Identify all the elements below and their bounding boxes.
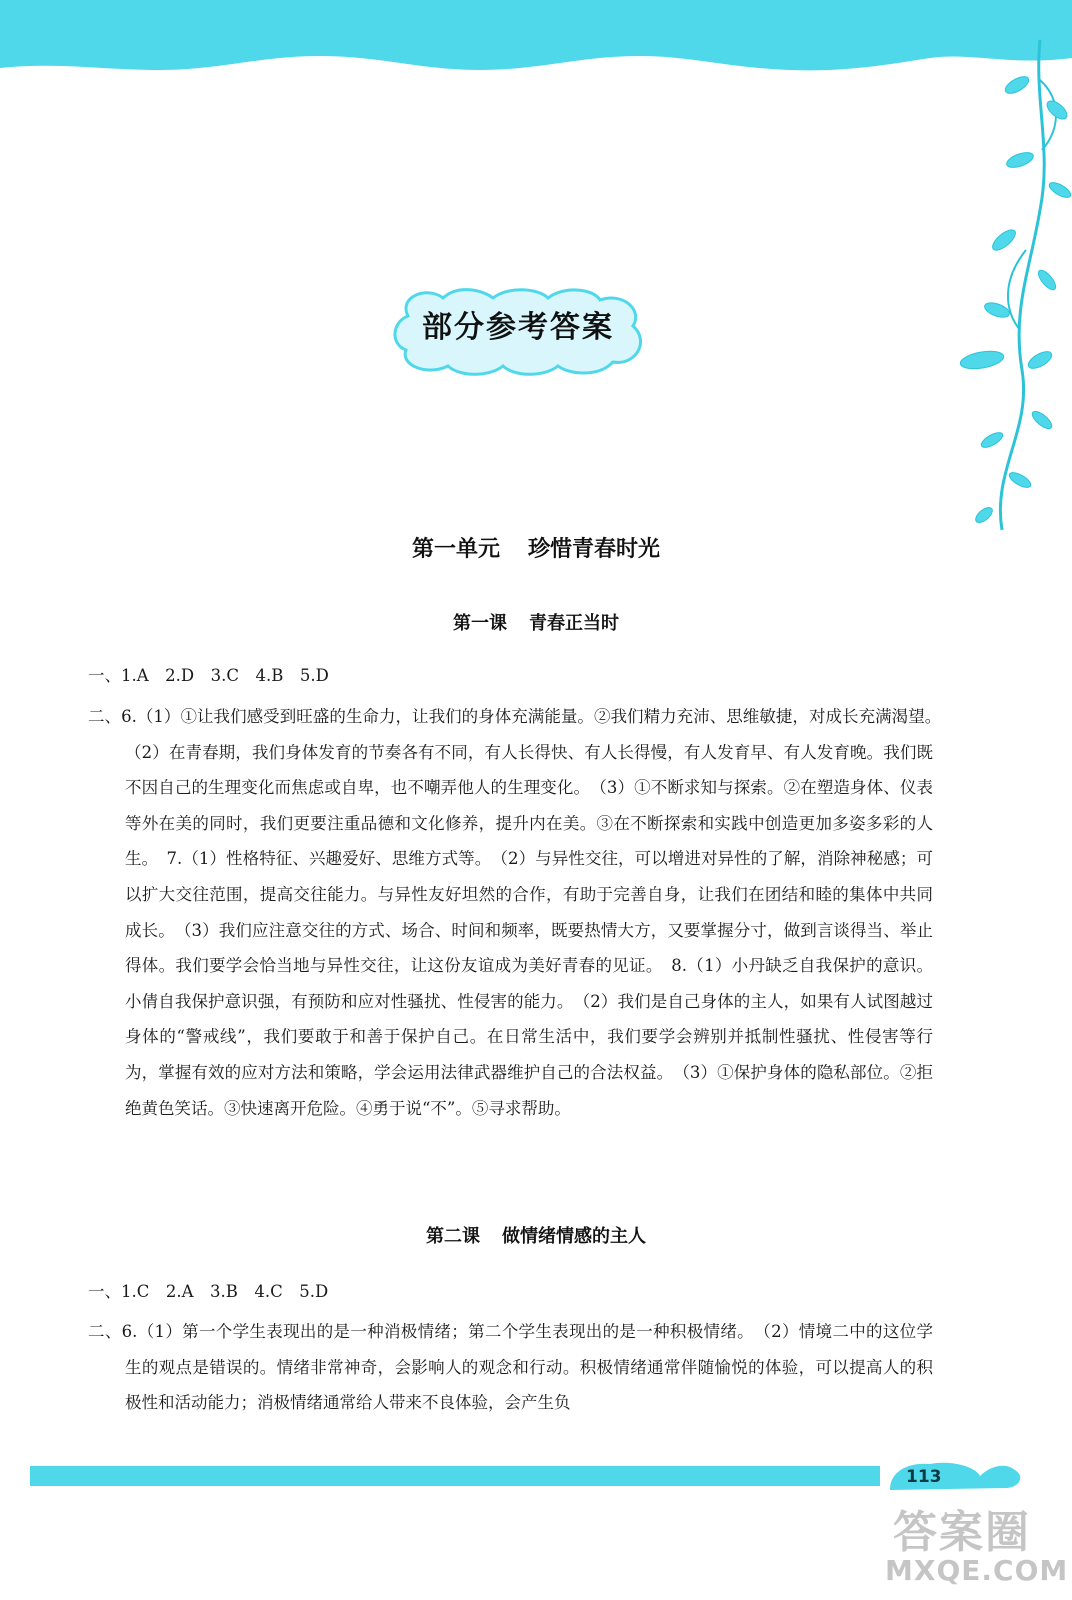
page-title: 部分参考答案	[422, 310, 614, 345]
watermark-url: MXQE.COM	[885, 1554, 1069, 1587]
open-answers: 二、6.（1）①让我们感受到旺盛的生命力，让我们的身体充满能量。②我们精力充沛、思维敏捷，对成长充满渴望。 （2）在青春期，我们身体发育的节奏各有不同，有人长得快、有人长得慢，有人发育早、有人发育晚。我们既不因自己的生理变化而焦虑或自卑，也不嘲弄他人的生理变化。 （3）①不断求知与探索。②在塑造身体、仪表等外在美的同时，我们更要注重品德和文化修养，提升内在美。③在不断探索和实践中创造更加多姿多彩的人生。 7.（1）性格特征、兴趣爱好、思维方式等。 （2）与异性交往，可以增进对异性的了解，消除神秘感；可以扩大交往范围，提高交往能力。与异性友好坦然的合作，有助于完善自身，让我们在团结和睦的集体中共同成长。 （3）我们应注意交往的方式、场合、时间和频率，既要热情大方，又要掌握分寸，做到言谈得当、举止得体。我们要学会恰当地与异性交往，让这份友谊成为美好青春的见证。 8.（1）小丹缺乏自我保护的意识。小倩自我保护意识强，有预防和应对性骚扰、性侵害的能力。 （2）我们是自己身体的主人，如果有人试图越过身体的“警戒线”，我们要敢于和善于保护自己。在日常生活中，我们要学会辨别并抵制性骚扰、性侵害等行为，掌握有效的应对方法和策略，学会运用法律武器维护自己的合法权益。 （3）①保护身体的隐私部位。②拒绝黄色笑话。③快速离开危险。④勇于说“不”。⑤寻求帮助。	[88, 707, 950, 1118]
lesson-label: 第一课	[453, 613, 507, 634]
lesson-label: 第二课	[426, 1226, 480, 1247]
open-answers: 二、6.（1）第一个学生表现出的是一种消极情绪；第二个学生表现出的是一种积极情绪。 （2）情境二中的这位学生的观点是错误的。情绪非常神奇，会影响人的观念和行动。积极情绪通常伴随愉悦的体验，可以提高人的积极性和活动能力；消极情绪通常给人带来不良体验，会产生负	[88, 1322, 933, 1413]
lesson-title: 做情绪情感的主人	[502, 1226, 646, 1247]
page-number: 113	[906, 1467, 942, 1487]
unit-title: 珍惜青春时光	[528, 537, 661, 562]
choice-answers: 一、1.A 2.D 3.C 4.B 5.D	[88, 666, 329, 685]
lesson-title: 青春正当时	[529, 613, 619, 634]
lesson-heading	[0, 609, 1072, 635]
lesson-heading	[0, 1222, 1072, 1248]
watermark-logo: 答案圈	[893, 1507, 1031, 1558]
unit-heading	[0, 532, 1072, 563]
answer-block	[88, 699, 950, 1126]
answer-block	[88, 1314, 933, 1421]
watermark	[885, 1496, 1070, 1596]
vine-decoration	[922, 40, 1072, 550]
top-wave-banner	[0, 0, 1072, 80]
choice-answers: 一、1.C 2.A 3.B 4.C 5.D	[88, 1282, 329, 1301]
unit-label: 第一单元	[411, 537, 500, 562]
